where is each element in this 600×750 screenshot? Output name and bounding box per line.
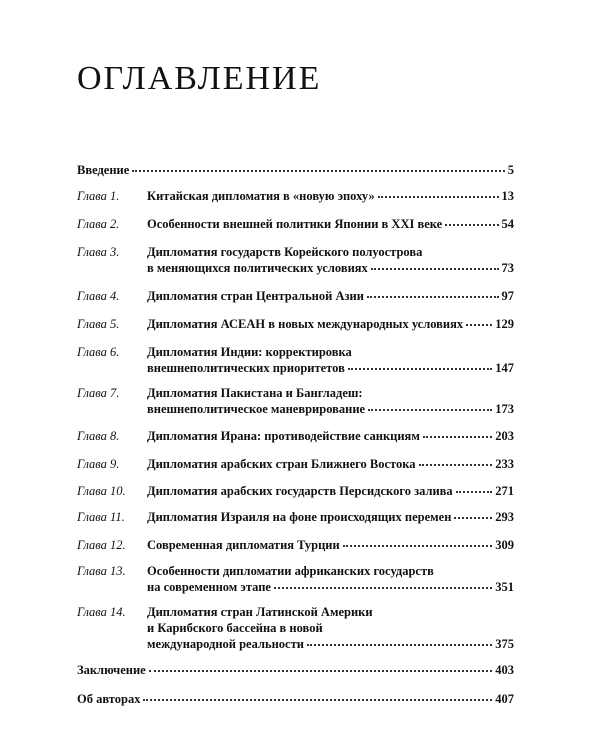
dot-leader xyxy=(307,634,492,646)
chapter-label: Глава 9. xyxy=(77,457,120,471)
dot-leader xyxy=(445,214,498,226)
entry-title: Введение xyxy=(77,163,130,177)
entry-title: Дипломатия АСЕАН в новых международных условиях xyxy=(147,317,464,331)
entry-title: внешнеполитическое маневрирование xyxy=(147,402,366,416)
page-number: 309 xyxy=(495,538,514,552)
dot-leader xyxy=(132,160,504,172)
page-number: 375 xyxy=(495,637,514,651)
dot-leader xyxy=(371,258,499,270)
entry-title-line: и Карибского бассейна в новой xyxy=(147,621,323,635)
chapter-label: Глава 13. xyxy=(77,564,126,578)
entry-title: внешнеполитических приоритетов xyxy=(147,361,345,375)
chapter-label: Глава 1. xyxy=(77,189,120,203)
chapter-label: Глава 11. xyxy=(77,510,125,524)
dot-leader xyxy=(368,399,492,411)
dot-leader xyxy=(348,358,492,370)
chapter-label: Глава 12. xyxy=(77,538,126,552)
page-number: 129 xyxy=(495,317,514,331)
dot-leader xyxy=(423,426,492,438)
chapter-label: Глава 14. xyxy=(77,605,126,619)
entry-title-line: Дипломатия Индии: корректировка xyxy=(147,345,352,359)
dot-leader xyxy=(274,577,492,589)
page-number: 233 xyxy=(495,457,514,471)
entry-title: Особенности внешней политики Японии в XXI веке xyxy=(147,217,443,231)
entry-title: Китайская дипломатия в «новую эпоху» xyxy=(147,189,375,203)
dot-leader xyxy=(454,507,492,519)
dot-leader xyxy=(419,454,493,466)
entry-title-line: Дипломатия государств Корейского полуострова xyxy=(147,245,423,259)
entry-title: Об авторах xyxy=(77,692,141,706)
chapter-label: Глава 8. xyxy=(77,429,120,443)
dot-leader xyxy=(456,481,493,493)
page-number: 407 xyxy=(495,692,514,706)
entry-title: на современном этапе xyxy=(147,580,271,594)
dot-leader xyxy=(343,535,493,547)
chapter-label: Глава 4. xyxy=(77,289,120,303)
entry-title: Дипломатия арабских стран Ближнего Востока xyxy=(147,457,416,471)
entry-title-line: Дипломатия Пакистана и Бангладеш: xyxy=(147,386,363,400)
dot-leader xyxy=(149,660,493,672)
chapter-label: Глава 7. xyxy=(77,386,120,400)
dot-leader xyxy=(466,314,492,326)
page-number: 97 xyxy=(501,289,514,303)
chapter-label: Глава 10. xyxy=(77,484,126,498)
entry-title: Дипломатия стран Центральной Азии xyxy=(147,289,364,303)
page-number: 173 xyxy=(495,402,514,416)
page-number: 403 xyxy=(495,663,514,677)
entry-title: Дипломатия Ирана: противодействие санкциям xyxy=(147,429,420,443)
page-title: ОГЛАВЛЕНИЕ xyxy=(77,60,322,97)
entry-title: Дипломатия арабских государств Персидского залива xyxy=(147,484,453,498)
dot-leader xyxy=(367,286,499,298)
chapter-label: Глава 3. xyxy=(77,245,120,259)
chapter-label: Глава 6. xyxy=(77,345,120,359)
page-number: 147 xyxy=(495,361,514,375)
page-number: 54 xyxy=(501,217,514,231)
page-number: 13 xyxy=(501,189,514,203)
dot-leader xyxy=(143,689,492,701)
page-number: 351 xyxy=(495,580,514,594)
chapter-label: Глава 5. xyxy=(77,317,120,331)
page-number: 203 xyxy=(495,429,514,443)
entry-title: Заключение xyxy=(77,663,146,677)
entry-title-line: Дипломатия стран Латинской Америки xyxy=(147,605,373,619)
entry-title: международной реальности xyxy=(147,637,304,651)
chapter-label: Глава 2. xyxy=(77,217,120,231)
entry-title: в меняющихся политических условиях xyxy=(147,261,368,275)
entry-title: Современная дипломатия Турции xyxy=(147,538,340,552)
page-number: 271 xyxy=(495,484,514,498)
entry-title-line: Особенности дипломатии африканских государств xyxy=(147,564,434,578)
dot-leader xyxy=(378,186,499,198)
entry-title: Дипломатия Израиля на фоне происходящих перемен xyxy=(147,510,452,524)
page-number: 73 xyxy=(501,261,514,275)
page-number: 5 xyxy=(507,163,514,177)
page-number: 293 xyxy=(495,510,514,524)
